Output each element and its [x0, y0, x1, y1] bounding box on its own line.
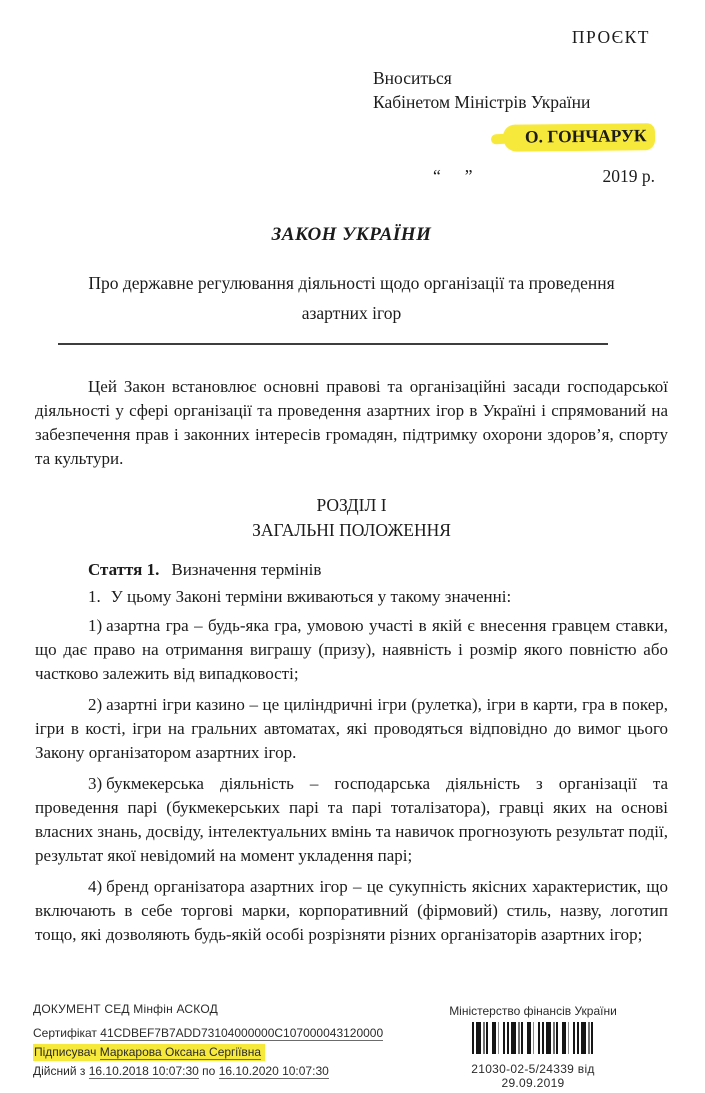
title-underline	[58, 343, 608, 345]
signer-value: Маркарова Оксана Сергіївна	[99, 1045, 262, 1059]
certificate-line	[33, 1026, 403, 1041]
registration-number: 21030-02-5/24339 від 29.09.2019	[471, 1062, 595, 1090]
article-title: Визначення термінів	[171, 560, 322, 579]
definition-item: 1) азартна гра – будь-яка гра, умовою участі в якій є внесення гравцем ставки, що дає право на отримання виграшу (призу), наявність і розмір якого повністю або частково залежить від випадковості;	[35, 616, 668, 683]
registration-stamp-block	[443, 1004, 623, 1090]
certificate-value: 41CDBEF7B7ADD73104000000C107000043120000	[100, 1026, 384, 1040]
section-title: ЗАГАЛЬНІ ПОЛОЖЕННЯ	[252, 520, 451, 540]
date-year: 2019 р.	[602, 166, 655, 186]
barcode	[472, 1022, 594, 1054]
valid-to-date: 16.10.2020 10:07:30	[218, 1064, 329, 1078]
article-label: Стаття 1.	[88, 560, 160, 579]
valid-from-label: Дійсний з	[33, 1064, 86, 1078]
definition-item: 4) бренд організатора азартних ігор – це сукупність якісних характеристик, що включають в себе торгові марки, корпоративний (фірмовий) стиль, назву, логотип тощо, які дозволяють будь-якій особі розрізняти різних організаторів азартних ігор;	[35, 877, 668, 944]
submitted-by-line2: Кабінетом Міністрів України	[373, 92, 591, 112]
clause-number: 1.	[88, 587, 101, 606]
definition-item: 2) азартні ігри казино – це циліндричні ігри (рулетка), ігри в карти, гра в покер, ігри в кості, ігри на гральних автоматах, які проводяться відповідно до вимог цього Закону організатором азартних ігор.	[35, 695, 668, 762]
article-heading	[35, 560, 668, 580]
intro-paragraph: Цей Закон встановлює основні правові та організаційні засади господарської діяльності у сфері організації та проведення азартних ігор в Україні і спрямований на забезпечення прав і законних інтересів громадян, підтримку охорони здоров’я, спорту та культури.	[35, 377, 668, 468]
signature-stamp-block	[33, 1002, 403, 1079]
law-title: ЗАКОН УКРАЇНИ	[271, 224, 432, 245]
validity-line	[33, 1064, 403, 1079]
pm-signature-name: О. ГОНЧАРУК	[525, 125, 648, 147]
clause-text: У цьому Законі терміни вживаються у такому значенні:	[110, 587, 512, 606]
signer-highlight	[33, 1044, 265, 1061]
clause-intro	[35, 587, 668, 607]
organization-name: Міністерство фінансів України	[449, 1004, 617, 1018]
project-label: ПРОЄКТ	[571, 27, 650, 47]
certificate-label: Сертифікат	[33, 1026, 97, 1040]
sed-system-label: ДОКУМЕНТ СЕД Мінфін АСКОД	[33, 1002, 218, 1016]
section-number: РОЗДІЛ І	[316, 495, 387, 515]
date-blank-quotes: “”	[433, 166, 497, 186]
law-subtitle: Про державне регулювання діяльності щодо організації та проведення азартних ігор	[88, 273, 615, 323]
submitted-by-line1: Вноситься	[373, 68, 452, 88]
signer-label: Підписувач	[34, 1045, 97, 1059]
document-body	[35, 0, 668, 947]
valid-from-date: 16.10.2018 10:07:30	[88, 1064, 199, 1078]
signer-line	[33, 1044, 403, 1061]
definition-item: 3) букмекерська діяльність – господарська діяльність з організації та проведення парі (букмекерських парі та парі тоталізатора), гравці яких на основі власних знань, досвіду, інтелектуальних вмінь та навичок прогнозують результат події, результат якої невідомий на момент укладення парі;	[35, 774, 668, 865]
section-heading	[35, 493, 668, 543]
valid-to-label: по	[202, 1064, 216, 1078]
